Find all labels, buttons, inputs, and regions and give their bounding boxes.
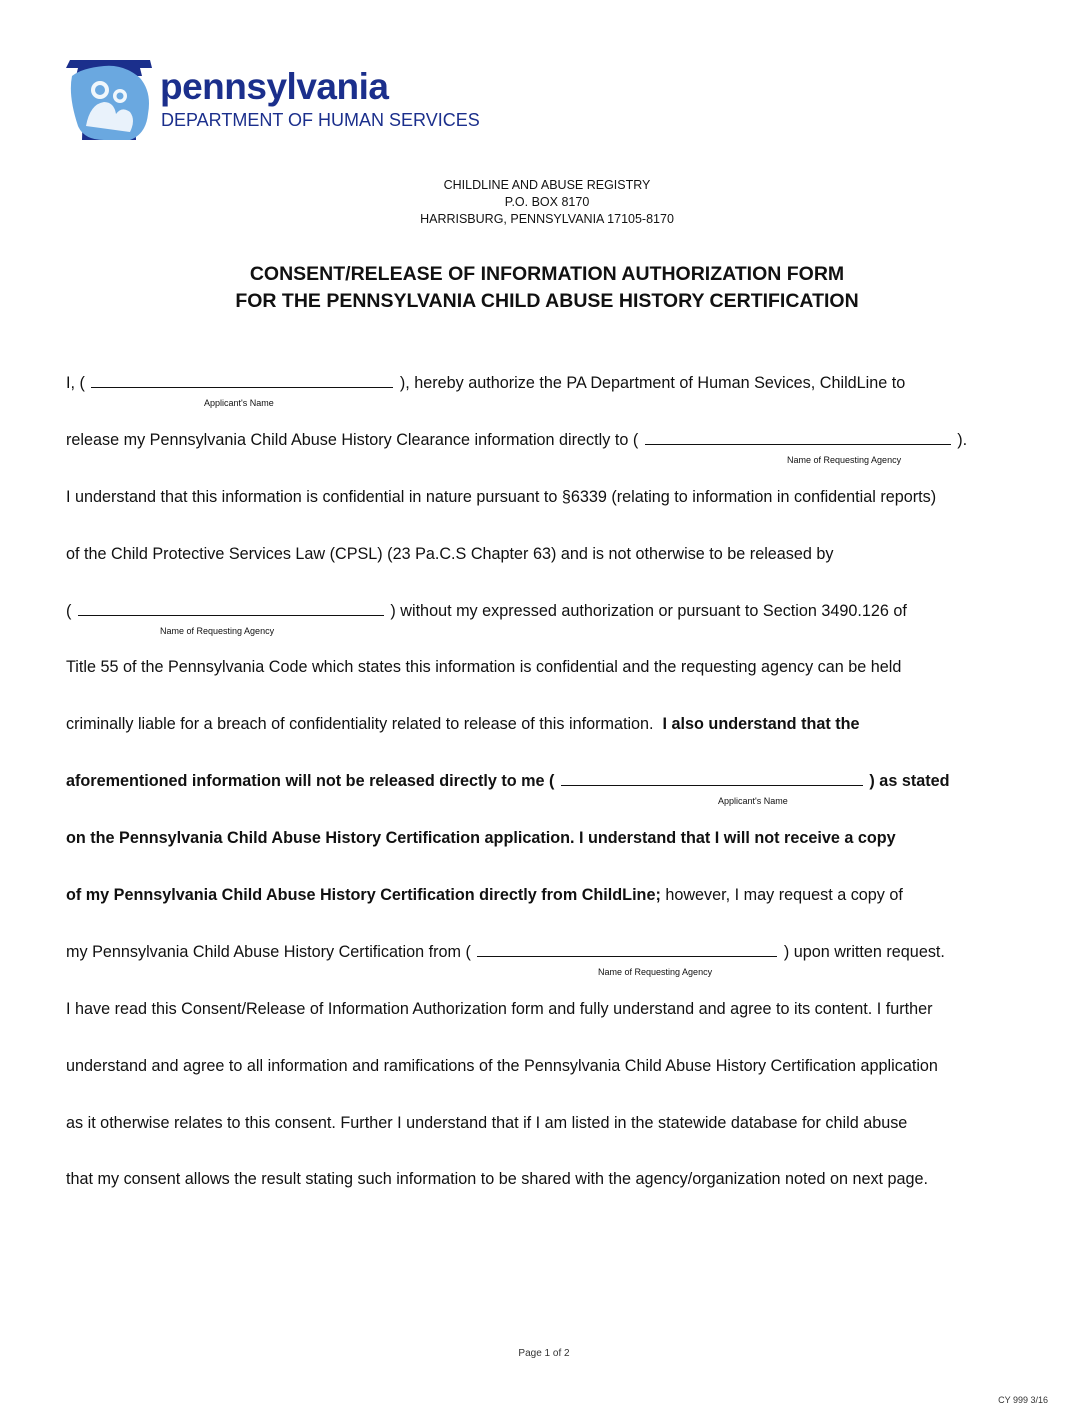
registry-po-box: P.O. BOX 8170 xyxy=(504,195,590,209)
requesting-agency-field-3[interactable] xyxy=(477,942,777,957)
body-line-7: criminally liable for a breach of confidentiality related to release of this information. I also understand that the xyxy=(66,715,860,733)
requesting-agency-caption: Name of Requesting Agency xyxy=(787,455,902,465)
pa-dhs-logo xyxy=(64,56,484,146)
registry-city: HARRISBURG, PENNSYLVANIA 17105-8170 xyxy=(420,212,674,226)
body-line-12: I have read this Consent/Release of Information Authorization form and fully understand and agree to its content. I further xyxy=(66,1000,933,1018)
form-number: CY 999 3/16 xyxy=(998,1395,1048,1405)
form-title-line2: FOR THE PENNSYLVANIA CHILD ABUSE HISTORY CERTIFICATION xyxy=(235,290,859,312)
requesting-agency-field-2[interactable] xyxy=(78,601,384,616)
applicant-name-field-2[interactable] xyxy=(561,771,863,786)
body-line-11: my Pennsylvania Child Abuse History Certification from ( ) upon written request. xyxy=(66,943,945,961)
page-number: Page 1 of 2 xyxy=(518,1348,570,1359)
requesting-agency-caption-2: Name of Requesting Agency xyxy=(160,626,275,636)
body-line-15: that my consent allows the result stating such information to be shared with the agency/organization noted on next page. xyxy=(66,1170,929,1188)
body-line-14: as it otherwise relates to this consent. Further I understand that if I am listed in the statewide database for child abuse xyxy=(66,1114,908,1132)
form-title xyxy=(0,261,1088,315)
registry-name: CHILDLINE AND ABUSE REGISTRY xyxy=(443,178,651,192)
keystone-family-icon xyxy=(64,56,156,142)
body-line-3: I understand that this information is confidential in nature pursuant to §6339 (relating to information in confidential reports) xyxy=(66,488,937,506)
registry-address xyxy=(0,177,1088,228)
body-line-4: of the Child Protective Services Law (CPSL) (23 Pa.C.S Chapter 63) and is not otherwise to be released by xyxy=(66,545,834,563)
body-line-2: release my Pennsylvania Child Abuse History Clearance information directly to ( ). xyxy=(66,431,968,449)
logo-wordmark: pennsylvania xyxy=(160,66,389,107)
body-line-13: understand and agree to all information and ramifications of the Pennsylvania Child Abuse History Certification application xyxy=(66,1057,938,1075)
requesting-agency-caption-3: Name of Requesting Agency xyxy=(598,967,713,977)
body-line-10: of my Pennsylvania Child Abuse History Certification directly from ChildLine; however, I may request a copy of xyxy=(66,886,903,904)
body-line-9: on the Pennsylvania Child Abuse History Certification application. I understand that I will not receive a copy xyxy=(66,829,896,847)
applicant-name-caption: Applicant's Name xyxy=(204,398,274,408)
body-line-8: aforementioned information will not be released directly to me ( ) as stated xyxy=(66,772,950,790)
body-line-1: I, ( ), hereby authorize the PA Department of Human Sevices, ChildLine to xyxy=(66,374,906,392)
requesting-agency-field[interactable] xyxy=(645,430,951,445)
body-line-6: Title 55 of the Pennsylvania Code which states this information is confidential and the requesting agency can be held xyxy=(66,658,902,676)
logo-department: DEPARTMENT OF HUMAN SERVICES xyxy=(161,110,480,130)
form-title-line1: CONSENT/RELEASE OF INFORMATION AUTHORIZATION FORM xyxy=(249,263,845,285)
applicant-name-field[interactable] xyxy=(91,373,393,388)
body-line-5: ( ) without my expressed authorization or pursuant to Section 3490.126 of xyxy=(66,602,907,620)
applicant-name-caption-2: Applicant's Name xyxy=(718,796,788,806)
